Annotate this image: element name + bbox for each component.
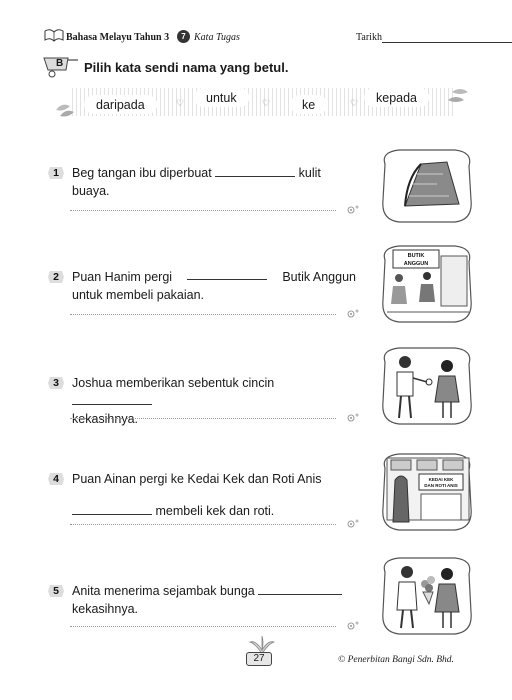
crocodile-leather-handbag-illustration — [377, 144, 477, 226]
open-book-icon — [44, 28, 64, 42]
question-4-text-line1: Puan Ainan pergi ke Kedai Kek dan Roti Anis — [72, 472, 322, 486]
question-4-answer-blank[interactable] — [72, 503, 152, 515]
question-5-text-line2: kekasihnya. — [72, 602, 139, 616]
answer-dotted-line — [70, 210, 336, 211]
answer-dotted-line — [70, 418, 336, 419]
question-number-badge: 4 — [48, 471, 64, 487]
chapter-number-badge: 7 — [177, 30, 190, 43]
question-5-text-before: Anita menerima sejambak bunga — [72, 584, 255, 598]
question-3-text-line2: kekasihnya. — [72, 412, 139, 426]
flower-icon — [346, 518, 360, 530]
page-header — [44, 28, 484, 48]
question-number-badge: 1 — [48, 165, 64, 181]
flower-icon — [346, 412, 360, 424]
question-1-text-after: kulit buaya. — [72, 166, 321, 198]
chapter-title: Kata Tugas — [194, 32, 240, 43]
page-number: 27 — [246, 652, 272, 666]
question-4-text-after: membeli kek dan roti. — [155, 504, 275, 518]
word-bank — [52, 82, 472, 122]
question-3-answer-blank[interactable] — [72, 393, 152, 405]
section-instruction: Pilih kata sendi nama yang betul. — [84, 60, 289, 75]
boutique-shopping-illustration — [377, 242, 477, 324]
flower-icon — [346, 620, 360, 632]
word-option-kepada: kepada — [364, 88, 429, 107]
word-option-daripada: daripada — [84, 95, 157, 114]
question-number-badge: 5 — [48, 583, 64, 599]
svg-text:DAN ROTI ANIS: DAN ROTI ANIS — [424, 483, 458, 488]
svg-text:♡: ♡ — [262, 98, 271, 108]
question-1-text-before: Beg tangan ibu diperbuat — [72, 166, 212, 180]
svg-text:ANGGUN: ANGGUN — [403, 261, 429, 267]
question-number-badge: 3 — [48, 375, 64, 391]
series-title: Bahasa Melayu Tahun 3 — [66, 32, 170, 43]
date-label: Tarikh — [356, 32, 382, 43]
question-2-text-line2: untuk membeli pakaian. — [72, 288, 205, 302]
svg-text:♡: ♡ — [176, 98, 185, 108]
flower-icon — [346, 204, 360, 216]
copyright-notice: © Penerbitan Bangi Sdn. Bhd. — [338, 655, 454, 665]
ring-gift-couple-illustration — [377, 344, 477, 426]
svg-text:BUTIK: BUTIK — [407, 253, 425, 259]
date-input-line[interactable] — [382, 42, 512, 43]
flower-icon — [346, 308, 360, 320]
question-5-answer-blank[interactable] — [258, 583, 342, 595]
question-2-answer-blank[interactable] — [187, 268, 267, 280]
question-3-text-before: Joshua memberikan sebentuk cincin — [72, 376, 275, 390]
section-letter: B — [56, 58, 64, 69]
answer-dotted-line — [70, 626, 336, 627]
answer-dotted-line — [70, 524, 336, 525]
bakery-shop-illustration — [377, 450, 477, 532]
question-2-text-before: Puan Hanim pergi — [72, 270, 173, 284]
word-option-ke: ke — [290, 95, 327, 114]
word-option-untuk: untuk — [194, 88, 249, 107]
question-number-badge: 2 — [48, 269, 64, 285]
question-1-answer-blank[interactable] — [215, 165, 295, 177]
svg-text:KEDAI KEK: KEDAI KEK — [428, 477, 454, 482]
question-2-text-after: Butik Anggun — [282, 270, 356, 284]
flower-bouquet-couple-illustration — [377, 554, 477, 636]
answer-dotted-line — [70, 314, 336, 315]
svg-text:♡: ♡ — [350, 98, 359, 108]
